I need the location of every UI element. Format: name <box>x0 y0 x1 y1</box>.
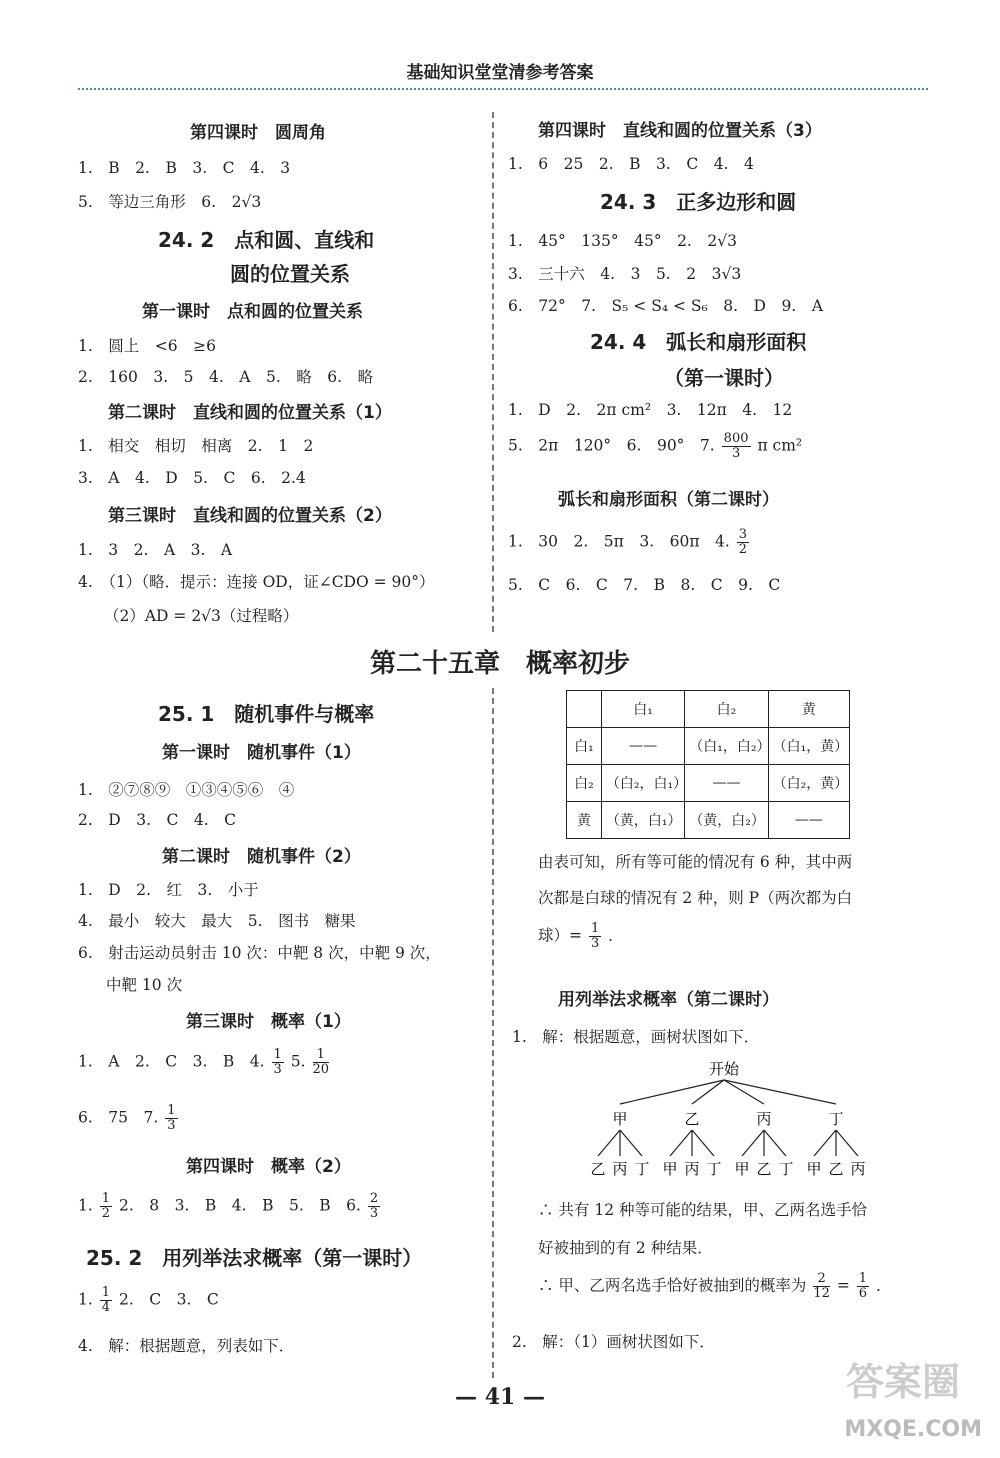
answer-line: 3. 三十六 4. 3 5. 2 3√3 <box>508 265 742 283</box>
answer-line: 1. 45° 135° 45° 2. 2√3 <box>508 232 737 250</box>
answer-line-ball <box>538 922 624 951</box>
answer-line: 5. C 6. C 7. B 8. C 9. C <box>508 576 781 594</box>
fraction: $\frac{3}{2}$ <box>738 527 748 557</box>
fraction: $\frac{800}{3}$ <box>723 431 749 461</box>
table-cell: （白₁，白₂） <box>685 728 768 765</box>
answer-line: 1. 3 2. A 3. A <box>78 541 233 559</box>
table-cell: —— <box>601 728 684 765</box>
table-row <box>567 802 850 839</box>
answer-line-enum1 <box>78 1286 219 1315</box>
answer-line: 1. ②⑦⑧⑨ ①③④⑤⑥ ④ <box>78 781 295 799</box>
tree-leaf: 乙 <box>756 1160 772 1178</box>
tree-leaf: 甲 <box>806 1160 822 1178</box>
table-cell: （白₂，黄） <box>768 765 849 802</box>
section-heading: 第四课时 概率（2） <box>186 1157 351 1177</box>
answer-text: 1. A 2. C 3. B 4. <box>78 1052 265 1071</box>
section-heading: 24. 4 弧长和扇形面积 <box>590 330 807 354</box>
tree-leaf: 丁 <box>778 1160 794 1178</box>
tree-leaf: 丙 <box>850 1160 866 1178</box>
section-heading: 用列举法求概率（第二课时） <box>558 990 779 1010</box>
section-heading: 第一课时 随机事件（1） <box>162 743 361 763</box>
header-rule <box>78 88 928 90</box>
answer-text: 球）= <box>538 926 582 945</box>
tree-leaf: 甲 <box>662 1160 678 1178</box>
answer-line: 1. 圆上 <6 ≥6 <box>78 337 216 355</box>
tree-node: 乙 <box>684 1110 700 1128</box>
outcome-table <box>566 690 850 839</box>
chapter-title: 第二十五章 概率初步 <box>369 649 630 679</box>
answer-line-arc-2 <box>508 528 751 557</box>
tree-leaf: 甲 <box>734 1160 750 1178</box>
tree-branch <box>692 1130 714 1156</box>
tree-node: 丙 <box>756 1110 772 1128</box>
fraction: $\frac{1}{20}$ <box>312 1047 330 1077</box>
answer-line: （2）AD = 2√3（过程略） <box>104 607 299 625</box>
answer-line: 1. D 2. 红 3. 小于 <box>78 881 259 899</box>
answer-text: 2. 8 3. B 4. B 5. B 6. <box>118 1196 361 1215</box>
table-row <box>567 691 850 728</box>
fraction: $\frac{1}{3}$ <box>273 1047 282 1077</box>
section-heading: 弧长和扇形面积（第二课时） <box>558 490 779 510</box>
answer-line: 1. 解：根据题意，画树状图如下． <box>512 1028 760 1046</box>
answer-line-prob2 <box>78 1192 382 1221</box>
answer-text: 5. 2π 120° 6. 90° 7. <box>508 436 715 455</box>
tree-branch <box>724 1080 764 1104</box>
section-heading: 24. 2 点和圆、直线和 <box>158 228 375 252</box>
tree-leaf: 丁 <box>634 1160 650 1178</box>
answer-text: 1. 30 2. 5π 3. 60π 4. <box>508 532 730 551</box>
section-heading: 第三课时 直线和圆的位置关系（2） <box>108 506 392 526</box>
answer-line: 4. （1）（略．提示：连接 OD，证∠CDO = 90°） <box>78 573 435 591</box>
section-heading: 圆的位置关系 <box>230 262 350 286</box>
tree-branch <box>598 1130 620 1156</box>
tree-branch <box>670 1130 692 1156</box>
watermark-url: MXQE.COM <box>844 1417 982 1442</box>
watermark-logo: 答案圈 <box>845 1360 960 1404</box>
answer-text: ． <box>876 1276 892 1295</box>
fraction: $\frac{1}{3}$ <box>590 921 600 951</box>
tree-diagram <box>556 1058 896 1182</box>
table-cell: 黄 <box>768 691 849 728</box>
table-cell <box>567 691 602 728</box>
tree-leaf: 乙 <box>590 1160 606 1178</box>
answer-line: 6. 射击运动员射击 10 次：中靶 8 次，中靶 9 次， <box>78 944 441 962</box>
page-header: 基础知识堂堂清参考答案 <box>406 63 594 83</box>
table-row <box>567 728 850 765</box>
table-cell: （白₁，黄） <box>768 728 849 765</box>
table-cell: 白₂ <box>685 691 768 728</box>
section-heading: 25. 1 随机事件与概率 <box>158 702 375 726</box>
fraction: $\frac{1}{6}$ <box>858 1271 868 1301</box>
fraction: $\frac{2}{3}$ <box>369 1191 379 1221</box>
table-cell: （黄，白₁） <box>601 802 684 839</box>
answer-text: = <box>836 1276 850 1295</box>
answer-text: 2. C 3. C <box>118 1290 219 1309</box>
answer-text: π cm² <box>757 436 803 455</box>
table-cell: 黄 <box>567 802 602 839</box>
tree-leaf: 丁 <box>706 1160 722 1178</box>
section-heading: 第四课时 圆周角 <box>190 123 326 143</box>
tree-node: 丁 <box>828 1110 844 1128</box>
tree-branch <box>814 1130 836 1156</box>
answer-line: 2. 160 3. 5 4. A 5. 略 6. 略 <box>78 368 374 386</box>
tree-leaf: 丙 <box>612 1160 628 1178</box>
answer-line: 由表可知，所有等可能的情况有 6 种，其中两 <box>538 853 853 871</box>
answer-line-prob-result <box>538 1272 892 1301</box>
page-number: — 41 — <box>455 1384 545 1410</box>
answer-line: 6. 72° 7. S₅ < S₄ < S₆ 8. D 9. A <box>508 297 823 315</box>
section-heading: （第一课时） <box>664 366 784 390</box>
table-row <box>567 765 850 802</box>
section-heading: 24. 3 正多边形和圆 <box>600 190 797 214</box>
tree-branch <box>764 1130 786 1156</box>
fraction: $\frac{2}{12}$ <box>813 1271 830 1301</box>
section-heading: 第一课时 点和圆的位置关系 <box>142 302 363 322</box>
answer-text: 1. <box>78 1290 93 1309</box>
table-cell: —— <box>685 765 768 802</box>
answer-line-prob1b <box>78 1104 180 1133</box>
tree-branch <box>742 1130 764 1156</box>
tree-branch <box>620 1130 642 1156</box>
section-heading: 25. 2 用列举法求概率（第一课时） <box>86 1246 423 1270</box>
tree-leaf: 丙 <box>684 1160 700 1178</box>
table-cell: 白₁ <box>601 691 684 728</box>
fraction: $\frac{1}{2}$ <box>101 1191 111 1221</box>
table-cell: （白₂，白₁） <box>601 765 684 802</box>
answer-line: 2. D 3. C 4. C <box>78 811 237 829</box>
table-cell: （黄，白₂） <box>685 802 768 839</box>
answer-line: 好被抽到的有 2 种结果． <box>538 1239 713 1257</box>
tree-branch <box>836 1130 858 1156</box>
answer-line: 5. 等边三角形 6. 2√3 <box>78 193 262 211</box>
answer-line-arc-5 <box>508 432 802 461</box>
answer-line: 3. A 4. D 5. C 6. 2.4 <box>78 469 306 487</box>
section-heading: 第三课时 概率（1） <box>186 1012 351 1032</box>
column-divider-bottom <box>492 688 494 1378</box>
answer-line: 1. B 2. B 3. C 4. 3 <box>78 159 291 177</box>
table-cell: 白₂ <box>567 765 602 802</box>
answer-line: 4. 解：根据题意，列表如下． <box>78 1337 295 1355</box>
answer-text: ∴ 甲、乙两名选手恰好被抽到的概率为 <box>538 1276 807 1295</box>
table-cell: —— <box>768 802 849 839</box>
answer-text: 5. <box>290 1052 306 1071</box>
answer-line: 1. D 2. 2π cm² 3. 12π 4. 12 <box>508 401 793 419</box>
column-divider-top <box>492 112 494 632</box>
answer-line: 1. 6 25 2. B 3. C 4. 4 <box>508 155 754 173</box>
answer-text: 1. <box>78 1196 93 1215</box>
section-heading: 第二课时 直线和圆的位置关系（1） <box>108 403 392 423</box>
answer-line: 2. 解：（1）画树状图如下． <box>512 1333 715 1351</box>
answer-line: 1. 相交 相切 相离 2. 1 2 <box>78 437 314 455</box>
answer-line: 中靶 10 次 <box>106 976 183 994</box>
answer-text: ． <box>608 926 624 945</box>
tree-leaf: 乙 <box>828 1160 844 1178</box>
fraction: $\frac{1}{3}$ <box>167 1103 176 1133</box>
answer-line-prob1 <box>78 1048 331 1077</box>
answer-line: 4. 最小 较大 最大 5. 图书 糖果 <box>78 912 356 930</box>
tree-branch <box>724 1080 836 1104</box>
section-heading: 第二课时 随机事件（2） <box>162 847 361 867</box>
tree-root: 开始 <box>708 1060 740 1078</box>
section-heading: 第四课时 直线和圆的位置关系（3） <box>538 121 822 141</box>
answer-line: ∴ 共有 12 种等可能的结果，甲、乙两名选手恰 <box>538 1201 868 1219</box>
fraction: $\frac{1}{4}$ <box>101 1285 111 1315</box>
table-cell: 白₁ <box>567 728 602 765</box>
answer-line: 次都是白球的情况有 2 种，则 P（两次都为白 <box>538 889 853 907</box>
tree-node: 甲 <box>612 1110 628 1128</box>
answer-text: 6. 75 7. <box>78 1108 159 1127</box>
